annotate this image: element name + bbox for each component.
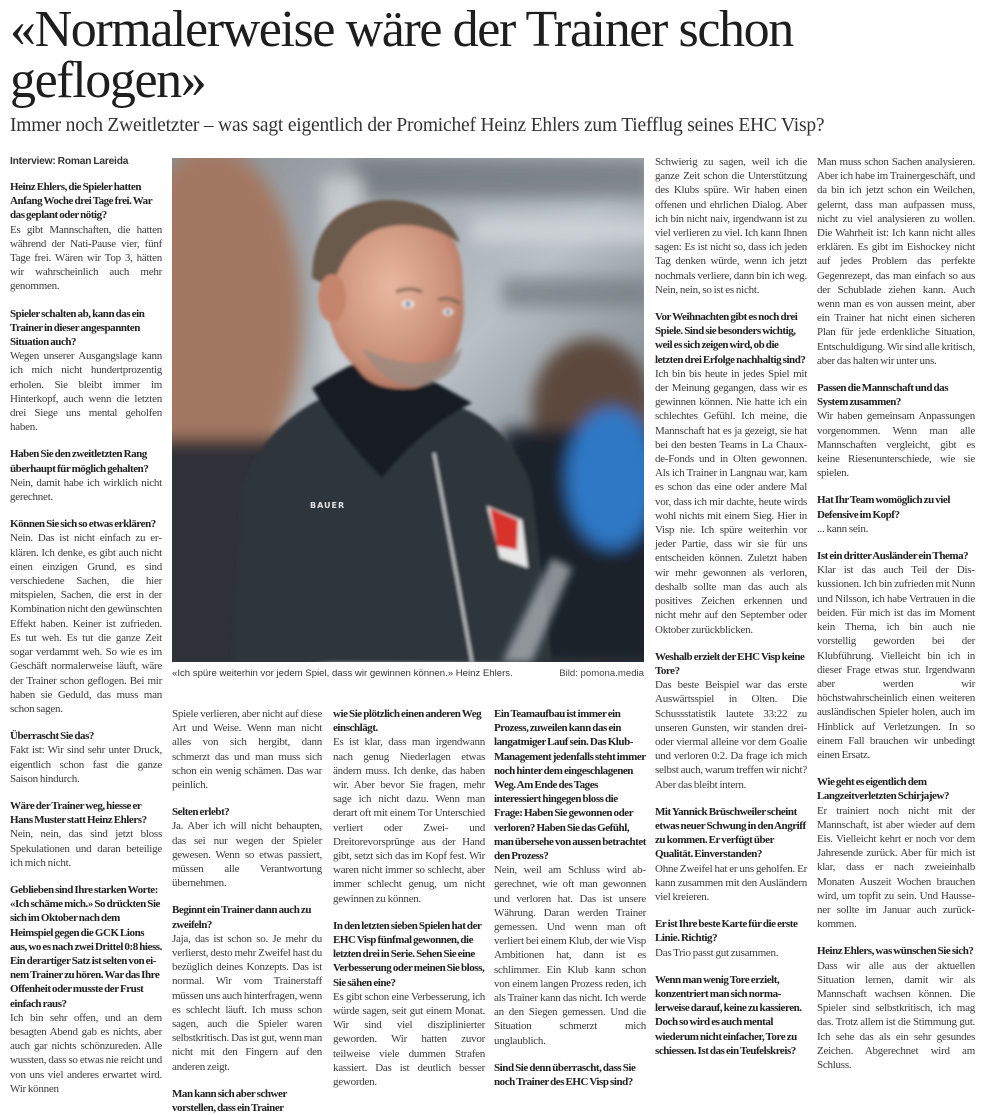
- qa-list: [172, 805, 322, 1115]
- qa-block: [10, 799, 162, 870]
- qa-block: [817, 549, 975, 762]
- article-column-2: [172, 707, 322, 1115]
- qa-block: [333, 919, 485, 1089]
- interview-question: Selten erlebt?: [172, 806, 230, 819]
- interview-answer: Nein, weil am Schluss wird abgerechnet, wie oft man gewonnen und verloren hat. Das ist unsere Währung. Daran werden Trainer gemessen. Und wenn man oft verliert bei einem Klub, der wie Visp Ambitionen hat, dann ist es schlimmer. Ein Klub kann schon von einem langen Prozess reden, ich als Trainer kann das nicht. Ich werde an den Siegen gemessen. Und die Situation schmerzt mich unglaublich.: [494, 864, 646, 1047]
- interview-question: Passen die Mannschaft und das System zusammen?: [817, 382, 949, 409]
- jacket-brand-text: BAUER: [310, 501, 346, 510]
- qa-block: [817, 944, 975, 1072]
- qa-list: [817, 381, 975, 1072]
- photo-credit: Bild: pomona.media: [559, 668, 644, 679]
- caption-text: «Ich spüre weiterhin vor jedem Spiel, dass wir gewinnen können.» Heinz Ehlers.: [172, 668, 513, 679]
- qa-block: [817, 775, 975, 931]
- qa-block: [817, 381, 975, 480]
- interview-answer: Fakt ist: Wir sind sehr unter Druck, eigentlich schon fast die ganze Saison hindurch.: [10, 744, 162, 785]
- qa-block: [817, 493, 975, 536]
- qa-block: [10, 883, 162, 1096]
- photo-heinz-ehlers: [172, 158, 644, 662]
- interview-question: Er ist Ihre beste Karte für die erste Linie. Richtig?: [655, 918, 798, 945]
- interview-question: Ist ein dritter Ausländer ein Thema?: [817, 550, 969, 563]
- interview-question: Weshalb erzielt der EHC Visp keine Tore?: [655, 650, 805, 677]
- article-column-6: [817, 155, 975, 1072]
- qa-block: [172, 805, 322, 890]
- qa-block: [172, 1087, 322, 1115]
- interview-answer: Ich bin sehr offen, und an dem besagten Abend gab es nichts, aber auch gar nichts schönzureden. Alle wussten, dass so etwas nie reicht und von uns viel anderes erwartet wird. Wir können: [10, 1011, 162, 1095]
- interview-question: Überrascht Sie das?: [10, 730, 94, 743]
- answer-continuation: Spiele verlieren, aber nicht auf diese Art und Weise. Wenn man nicht alles von sich hergibt, dann schmerzt das und man muss sich schon ein wenig schämen. Das war peinlich.: [172, 708, 322, 792]
- qa-block: [10, 729, 162, 786]
- interview-answer: Er trainiert noch nicht mit der Mannschaft, ist aber wieder auf dem Eis. Vielleicht kehrt er noch vor dem Jahresende zurück. Aber für mich ist klar, dass er nach zweieinhalb Monaten Auszeit Wochen brauchen wird, um topfit zu sein. Und Haussener sollte im Januar auch zurückkommen.: [817, 804, 975, 931]
- article-column-5: [655, 155, 807, 1058]
- interview-question: Spieler schalten ab, kann das ein Trainer in dieser angespannten Situation auch?: [10, 307, 145, 349]
- interview-answer: Wir haben gemeinsam Anpassungen vorgenommen. Wenn man alle Mannschaften vergleicht, gibt es keine Riesenunterschiede, wie sie spielen.: [817, 410, 975, 480]
- interview-question: Beginnt ein Trainer dann auch zu zweifeln?: [172, 904, 311, 931]
- interview-answer: Ohne Zweifel hat er uns geholfen. Er kann zusammen mit den Ausländern viel kreieren.: [655, 862, 807, 903]
- photo-illustration: [172, 158, 644, 662]
- interview-answer: Klar ist das auch Teil der Diskussionen. Ich bin zufrieden mit Nunn und Nilsson, ich habe Vertrauen in die beiden. Für mich ist das im Moment kein Thema, ich bin auch nie vorstellig geworden bei der Klubführung. Vielleicht bin ich in dieser Frage etwas stur. Irgendwann aber werden wir höchstwahrscheinlich einen weiteren ausländischen Spieler holen, auch im Hinblick auf Verletzungen. In so einem Fall brauchen wir unbedingt einen Ersatz.: [817, 564, 975, 761]
- photo-caption: [172, 668, 644, 680]
- qa-block: [655, 805, 807, 904]
- interview-question: Vor Weihnachten gibt es noch drei Spiele. Sind sie besonders wichtig, weil es sich zeigen wird, ob die letzten drei Erfolge nachhaltig sind?: [655, 311, 806, 366]
- interview-answer: Nein, nein, das sind jetzt bloss Spekulationen und daran beteilige ich mich nicht.: [10, 828, 162, 869]
- interview-answer: Es ist klar, dass man irgendwann nach genug Niederlagen etwas ändern muss. Ich denke, das haben wir. Aber bevor Sie fragen, mehr sage ich nicht dazu. Wenn man derart oft mit einem Tor Unterschied verliert oder Zwei- und Dreitorevorsprünge aus der Hand gibt, setzt sich das im Kopf fest. Wir waren nicht immer so schlecht, aber immer schlecht genug, um nicht gewinnen zu können.: [333, 736, 485, 905]
- qa-list: [494, 707, 646, 1089]
- interview-question: Ein Teamaufbau ist immer ein Prozess, zuweilen kann das ein langatmiger Lauf sein. Das Klub-Management jedenfalls steht immer noch hinter dem eingeschlagenen Weg. Am Ende des Tages interessiert hingegen bloss die Frage: Haben Sie gewonnen oder verloren? Haben Sie das Gefühl, man übersehe von aussen betrachtet den Prozess?: [494, 708, 646, 863]
- interview-answer: Dass wir alle aus der aktuellen Situation lernen, damit wir als Mannschaft wachsen können. Die Spieler sind selbstkritisch, ich mag das. Trotz allem ist die Stimmung gut. Ich sehe das als ein sehr gesundes Zeichen. Abgerechnet wird am Schluss.: [817, 959, 975, 1071]
- qa-list: [333, 707, 485, 1089]
- qa-block: [10, 180, 162, 294]
- answer-continuation: Man muss schon Sachen analysieren. Aber ich habe im Trainergeschäft, und da bin ich jetzt schon ein Weilchen, gelernt, dass man aufpassen muss, nicht zu viel analysieren zu wollen. Die Wahrheit ist: Ich kann nicht alles erklären. Es gibt im Eishockey nicht auf jedes Problem das perfekte Gegenrezept, das man einfach so aus der Schublade ziehen kann. Auch wenn man es von aussen meint, aber ein Trainer hat nicht einen sicheren Plan für jede erdenkliche Situation, Entschuldigung. Wir sind alle kritisch, aber das halten wir unter uns.: [817, 156, 975, 367]
- interview-question: Wenn man wenig Tore erzielt, konzentriert man sich normalerweise darauf, keine zu kassieren. Doch so wird es auch mental wiederum nicht einfacher, Tore zu schiessen. Ist das ein Teufelskreis?: [655, 973, 802, 1057]
- interview-answer: Jaja, das ist schon so. Je mehr du verlierst, desto mehr Zweifel hast du bezüglich deines Konzepts. Das ist normal. Wir vom Trainerstaff müssen uns auch hinterfragen, wenn es schlecht läuft. Ich muss schon sagen, auch die Spieler waren selbstkritisch. Das ist gut, wenn man nicht mit den Fingern auf den anderen zeigt.: [172, 932, 322, 1073]
- article-column-4: [494, 707, 646, 1089]
- qa-list: [10, 180, 162, 1096]
- interview-answer: Nein. Das ist nicht einfach zu erklären. Ich denke, es gibt auch nicht einen einzigen Grund, es sind verschiedene Sachen, die hier mitspielen, Sachen, die erst in der Kombination nicht den gewünschten Effekt haben. Keiner ist zufrieden. Es tut weh. Es tut die ganze Zeit sogar verdammt weh. So wie es im Geschäft normalerweise läuft, wäre der Trainer schon geflogen. Bei mir haben sie Geduld, das muss man schon sagen.: [10, 532, 162, 715]
- qa-block: [655, 650, 807, 792]
- interview-question: Mit Yannick Brüschweiler scheint etwas neuer Schwung in den Angriff zu kommen. Er verfügt über Qualität. Einverstanden?: [655, 805, 806, 861]
- interview-question: Wäre der Trainer weg, hiesse er Hans Muster statt Heinz Ehlers?: [10, 799, 147, 827]
- interview-question: Können Sie sich so etwas erklären?: [10, 518, 156, 531]
- interview-answer: Ich bin bis heute in jedes Spiel mit der Meinung gegangen, dass wir es gewinnen können. Nie hatte ich ein schlechtes Gefühl. Ich meine, die Mannschaft hat es ja gezeigt, sie hat bei den besten Teams in La Chaux-de-Fonds und in Olten gewonnen. Als ich Trainer in Langnau war, kam es schon das eine oder andere Mal vor, dass ich mir dachte, heute wirds wohl nichts mit einem Sieg. Hier in Visp nie. Ich spüre weiterhin vor jeder Partie, dass wir sie für uns entscheiden können. Zuletzt haben wir mehr gewonnen als verloren, deshalb sollte man das auch als positives Zeichen erkennen und nicht mehr auf den September oder Oktober zurückblicken.: [655, 367, 807, 636]
- headline: «Normalerweise wäre der Trainer schon geflogen»: [10, 1, 793, 109]
- interview-question: wie Sie plötzlich einen anderen Weg einschlägt.: [333, 708, 482, 735]
- interview-answer: Nein, damit habe ich wirklich nicht gerechnet.: [10, 476, 162, 504]
- interview-question: Man kann sich aber schwer vorstellen, dass ein Trainer: [172, 1087, 287, 1115]
- interview-answer: Das Trio passt gut zusammen.: [655, 946, 779, 959]
- interview-question: Sind Sie denn überrascht, dass Sie noch Trainer des EHC Visp sind?: [494, 1061, 636, 1089]
- subtitle: Immer noch Zweitletzter – was sagt eigentlich der Promichef Heinz Ehlers zum Tiefflug seines EHC Visp?: [10, 115, 825, 136]
- interview-question: In den letzten sieben Spielen hat der EHC Visp fünfmal gewonnen, die letzten drei in Serie. Sehen Sie eine Verbesserung oder meinen Sie bloss, Sie sähen eine?: [333, 919, 485, 989]
- qa-list: [655, 310, 807, 1058]
- interview-question: Haben Sie den zweitletzten Rang überhaupt für möglich gehalten?: [10, 448, 149, 475]
- qa-block: [655, 310, 807, 637]
- interview-answer: Ja. Aber ich will nicht behaupten, das sei nur wegen der Spieler gewesen. Wenn so etwas passiert, müssen alle Verantwortung übernehmen.: [172, 820, 322, 890]
- qa-block: [10, 307, 162, 435]
- answer-continuation: Schwierig zu sagen, weil ich die ganze Zeit schon die Unterstützung des Klubs spüre. Wir haben einen offenen und ehrlichen Dialog. Aber ich bin nicht naiv, irgendwann ist zu viel verlieren zu viel. Ich kann Ihnen sagen: Es ist nicht so, dass ich jeden Tag denken würde, wenn ich jetzt nochmals verliere, dann bin ich weg. Nein, nein, so ist es nicht.: [655, 156, 807, 296]
- interview-question: Heinz Ehlers, die Spieler hatten Anfang Woche drei Tage frei. War das geplant oder nötig?: [10, 181, 152, 222]
- interview-answer: Es gibt Mannschaften, die hatten während der Nati-Pause vier, fünf Tage frei. Wären wir Top 3, hätten wir wahrscheinlich auch mehr genommen.: [10, 223, 162, 293]
- article-column-3: [333, 707, 485, 1089]
- interview-answer: Das beste Beispiel war das erste Auswärtsspiel in Olten. Die Schussstatistik lautete 33:22 zu unseren Gunsten, wir standen drei- oder viermal alleine vor dem Goalie und verloren 0:2. Da frage ich mich selbst auch, warum treffen wir nicht? Aber das bleibt intern.: [655, 679, 807, 791]
- article-column-1: [10, 156, 162, 1096]
- interview-answer: ... kann sein.: [817, 522, 869, 535]
- interview-question: Geblieben sind Ihre starken Worte: «Ich schäme mich.» So drückten Sie sich im Oktober nach dem Heimspiel gegen die GCK Lions aus, wo es nach zwei Drittel 0:8 hiess. Ein derartiger Satz ist selten von einem Trainer zu hören. War das Ihre Offenheit oder musste der Frust einfach raus?: [10, 883, 162, 1010]
- qa-block: [333, 707, 485, 906]
- qa-block: [494, 707, 646, 1048]
- qa-block: [10, 447, 162, 504]
- qa-block: [655, 973, 807, 1058]
- interview-answer: Es gibt schon eine Verbesserung, ich würde sagen, seit gut einem Monat. Wir sind viel disziplinierter geworden. Wir hatten zuvor teilweise viele dummen Strafen kassiert. Das ist deutlich besser geworden.: [333, 990, 485, 1089]
- interview-answer: Wegen unserer Ausgangslage kann ich mich nicht hundertprozentig erholen. Sie bleibt immer im Hinterkopf, auch wenn die letzten drei Siege uns mental geholfen haben.: [10, 350, 162, 434]
- interview-question: Heinz Ehlers, was wünschen Sie sich?: [817, 945, 974, 958]
- qa-block: [655, 917, 807, 960]
- qa-block: [172, 903, 322, 1073]
- interview-question: Wie geht es eigentlich dem Langzeitverletzten Schirjajew?: [817, 776, 950, 803]
- byline: Interview: Roman Lareida: [10, 156, 129, 167]
- interview-question: Hat Ihr Team womöglich zu viel Defensive im Kopf?: [817, 494, 950, 521]
- qa-block: [494, 1061, 646, 1089]
- qa-block: [10, 517, 162, 716]
